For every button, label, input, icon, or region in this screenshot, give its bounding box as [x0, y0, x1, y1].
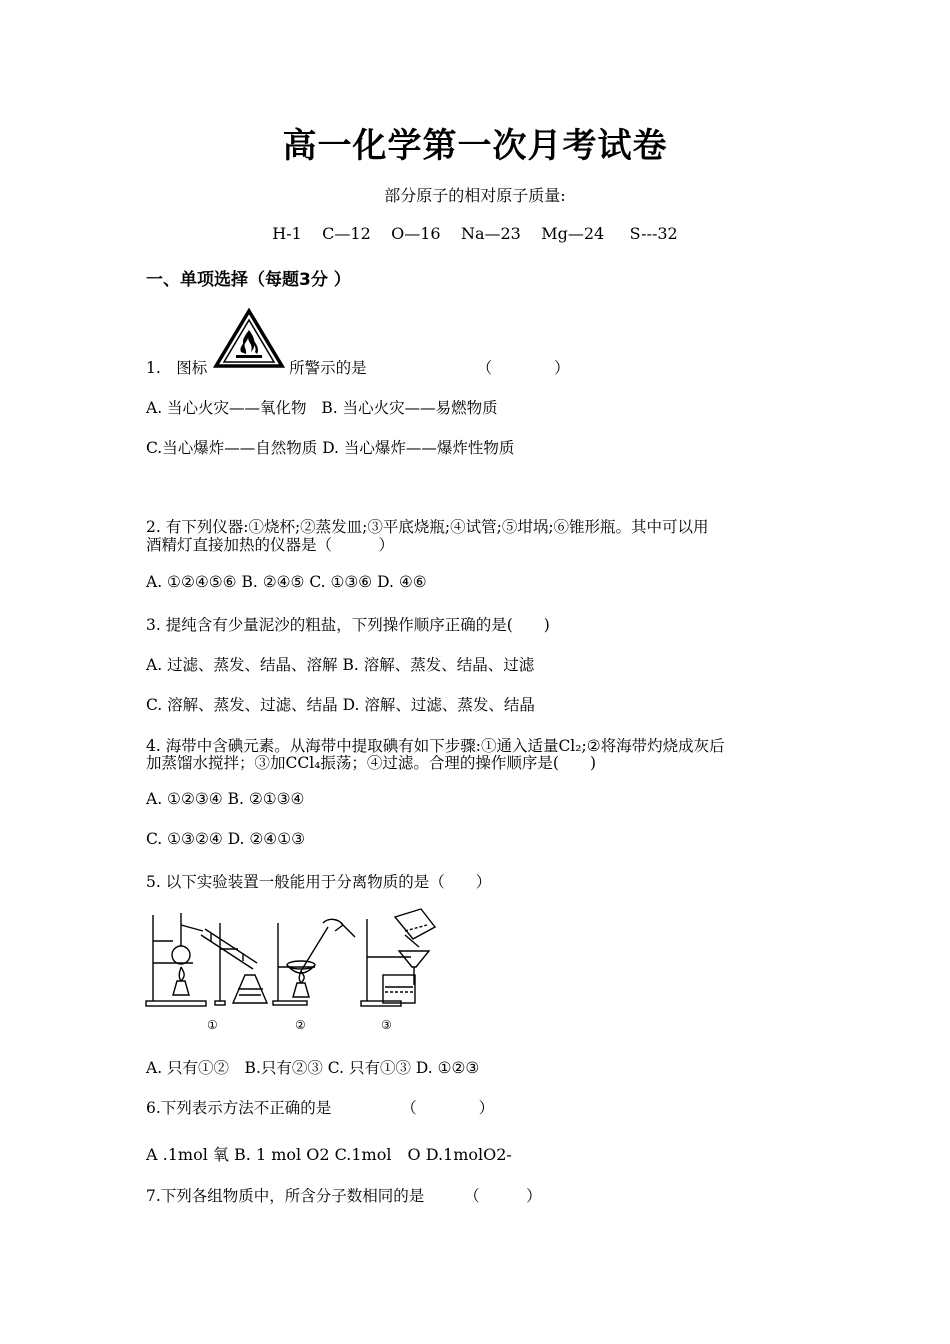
question-2-line2: 酒精灯直接加热的仪器是（ ） [146, 536, 395, 554]
section-heading: 一、单项选择（每题3分 ） [146, 270, 351, 290]
atomic-mass-header: 部分原子的相对原子质量: [384, 186, 566, 205]
atomic-mass-item: Mg—24 [541, 224, 605, 243]
question-1-stem [146, 356, 570, 378]
q6-stem-text: 6.下列表示方法不正确的是 [146, 1099, 332, 1117]
question-6-options [146, 1142, 512, 1165]
question-3-options-cd [146, 693, 535, 715]
question-3-options-ab [146, 653, 534, 675]
atomic-mass-item: S---32 [629, 224, 678, 243]
atomic-mass-list [0, 224, 950, 243]
q7-stem-text: 7.下列各组物质中，所含分子数相同的是 [146, 1187, 425, 1205]
q6-paren: （ ） [401, 1099, 495, 1117]
question-3-stem: 3. 提纯含有少量泥沙的粗盐，下列操作顺序正确的是( ) [146, 616, 550, 634]
q4-option-a[interactable]: A. ①②③④ [146, 790, 223, 808]
q1-option-b[interactable]: B. 当心火灾——易燃物质 [321, 399, 498, 417]
q2-option-b[interactable]: B. ②④⑤ [241, 573, 305, 591]
q1-paren: （ ） [476, 359, 570, 377]
question-7-stem [146, 1184, 542, 1206]
atomic-mass-item: O—16 [391, 224, 441, 243]
question-2-line1: 2. 有下列仪器:①烧杯;②蒸发皿;③平底烧瓶;④试管;⑤坩埚;⑥锥形瓶。其中可以用 [146, 518, 709, 536]
lab-apparatus-figure [143, 905, 443, 1020]
question-4-options-cd [146, 830, 305, 848]
question-1-options-ab [146, 396, 498, 418]
page-title: 高一化学第一次月考试卷 [282, 126, 668, 166]
atomic-mass-item: Na—23 [460, 224, 521, 243]
figure-label-1: ① [207, 1018, 218, 1032]
q6-option-a[interactable]: A .1mol 氧 [146, 1145, 229, 1164]
question-5-options[interactable]: A. 只有①② B.只有②③ C. 只有①③ D. ①②③ [146, 1059, 480, 1077]
figure-label-3: ③ [381, 1018, 392, 1032]
question-5-stem: 5. 以下实验装置一般能用于分离物质的是（ ） [146, 873, 492, 891]
question-4-line1: 4. 海带中含碘元素。从海带中提取碘有如下步骤:①通入适量Cl₂;②将海带灼烧成灰后 [146, 737, 725, 755]
figure-label-2: ② [295, 1018, 306, 1032]
q4-option-c[interactable]: C. ①③②④ [146, 830, 223, 848]
q7-paren: （ ） [464, 1187, 542, 1205]
question-1-options-cd [146, 436, 514, 458]
q3-option-d[interactable]: D. 溶解、过滤、蒸发、结晶 [342, 696, 535, 714]
q3-option-a[interactable]: A. 过滤、蒸发、结晶、溶解 [146, 656, 338, 674]
q2-option-a[interactable]: A. ①②④⑤⑥ [146, 573, 237, 591]
q3-option-b[interactable]: B. 溶解、蒸发、结晶、过滤 [342, 656, 535, 674]
atomic-mass-item: H-1 [272, 224, 302, 243]
question-4-options-ab [146, 790, 304, 808]
q1-option-a[interactable]: A. 当心火灾——氧化物 [146, 399, 307, 417]
q1-prefix: 1. 图标 [146, 359, 208, 377]
question-6-stem [146, 1096, 494, 1118]
q1-option-c[interactable]: C.当心爆炸——自然物质 [146, 439, 318, 457]
q4-option-b[interactable]: B. ②①③④ [227, 790, 305, 808]
atomic-mass-item: C—12 [322, 224, 371, 243]
question-2-options [146, 573, 427, 591]
q1-option-d[interactable]: D. 当心爆炸——爆炸性物质 [322, 439, 515, 457]
q6-option-d[interactable]: D.1molO2- [425, 1145, 512, 1164]
q6-option-c[interactable]: C.1mol O [334, 1145, 421, 1164]
q1-suffix: 所警示的是 [289, 359, 367, 377]
question-4-line2: 加蒸馏水搅拌；③加CCl₄振荡；④过滤。合理的操作顺序是( ) [146, 754, 596, 772]
q3-option-c[interactable]: C. 溶解、蒸发、过滤、结晶 [146, 696, 338, 714]
q6-option-b[interactable]: B. 1 mol O2 [234, 1145, 330, 1164]
q4-option-d[interactable]: D. ②④①③ [227, 830, 305, 848]
q2-option-d[interactable]: D. ④⑥ [377, 573, 427, 591]
flammable-warning-icon [213, 308, 285, 370]
q2-option-c[interactable]: C. ①③⑥ [309, 573, 373, 591]
